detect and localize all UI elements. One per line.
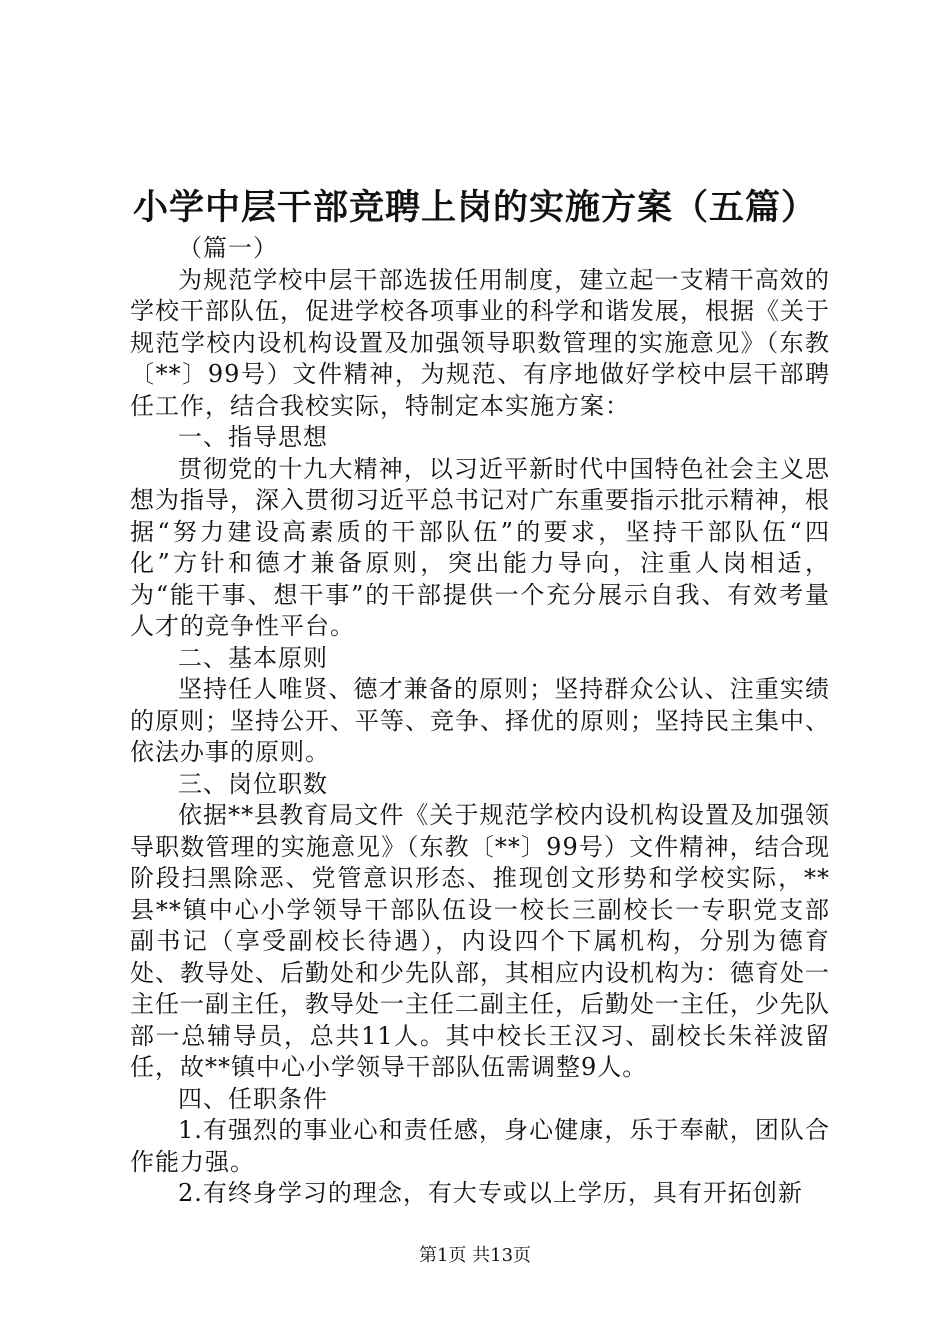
section-label: （篇一）: [178, 234, 278, 262]
list-item-qualification-2: 2.有终身学习的理念，有大专或以上学历，具有开拓创新: [178, 1179, 803, 1207]
heading-guiding-ideology: 一、指导思想: [178, 423, 328, 451]
page-footer: 第1页 共13页: [418, 1245, 532, 1266]
heading-positions: 三、岗位职数: [178, 769, 328, 798]
paragraph-positions: 依据**县教育局文件《关于规范学校内设机构设置及加强领导职数管理的实施意见》（东教〔**〕99号）文件精神，结合现阶段扫黑除恶、党管意识形态、推现创文形势和学校实际，**县**镇中心小学领导干部队伍设一校长三副校长一专职党支部副书记（享受副校长待遇），内设四个下属机构，分别为德育处、教导处、后勤处和少先队部，其相应内设机构为：德育处一主任一副主任，教导处一主任二副主任，后勤处一主任，少先队部一总辅导员，总共11人。其中校长王汉习、副校长朱祥波留任，故**镇中心小学领导干部队伍需调整9人。: [130, 801, 830, 1081]
document-body: [130, 233, 830, 1210]
heading-basic-principles: 二、基本原则: [178, 643, 328, 672]
list-item-qualification-1: 1.有强烈的事业心和责任感，身心健康，乐于奉献，团队合作能力强。: [130, 1116, 830, 1176]
document-title: 小学中层干部竞聘上岗的实施方案（五篇）: [132, 187, 817, 228]
intro-paragraph: 为规范学校中层干部选拔任用制度，建立起一支精干高效的学校干部队伍，促进学校各项事业的科学和谐发展，根据《关于规范学校内设机构设置及加强领导职数管理的实施意见》（东教〔**〕99号）文件精神，为规范、有序地做好学校中层干部聘任工作，结合我校实际，特制定本实施方案：: [130, 265, 830, 420]
heading-qualifications: 四、任职条件: [178, 1084, 328, 1113]
paragraph-basic-principles: 坚持任人唯贤、德才兼备的原则；坚持群众公认、注重实绩的原则；坚持公开、平等、竞争、择优的原则；坚持民主集中、依法办事的原则。: [130, 675, 830, 766]
paragraph-guiding-ideology: 贯彻党的十九大精神，以习近平新时代中国特色社会主义思想为指导，深入贯彻习近平总书记对广东重要指示批示精神，根据“努力建设高素质的干部队伍”的要求，坚持干部队伍“四化”方针和德才兼备原则，突出能力导向，注重人岗相适，为“能干事、想干事”的干部提供一个充分展示自我、有效考量人才的竞争性平台。: [130, 454, 830, 640]
